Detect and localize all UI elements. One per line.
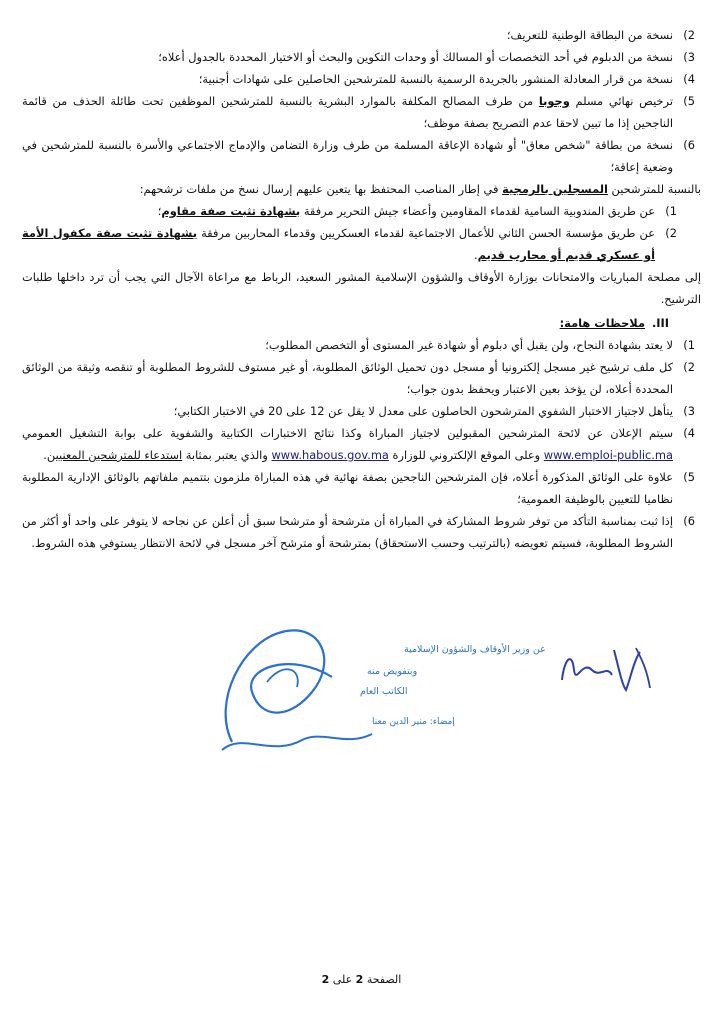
official-stamp: [172, 622, 546, 762]
list-item: [22, 24, 701, 46]
item-number: 3): [683, 50, 695, 64]
submission-address-paragraph: إلى مصلحة المباريات والامتحانات بوزارة الأوقاف والشؤون الإسلامية المشور السعيد، الرباط مع مراعاة الآجال التي يجب أن ترد داخلها طلبات الترشيح.: [22, 270, 701, 306]
paragraph-text: بالنسبة للمترشحين: [607, 182, 701, 196]
emploi-public-link[interactable]: www.emploi-public.ma: [543, 448, 673, 462]
signature-stroke: [636, 648, 650, 688]
notes-heading: [22, 312, 701, 334]
list-item: [22, 356, 701, 400]
item-text: عن طريق مؤسسة الحسن الثاني للأعمال الاجتماعية لقدماء العسكريين وقدماء المحاربين مرفقة: [196, 226, 655, 240]
signature-stroke: [226, 630, 332, 742]
list-item: [22, 422, 701, 466]
list-item: [22, 400, 701, 422]
item-text: لا يعتد بشهادة النجاح، ولن يقبل أي دبلوم أو شهادة غير المستوى أو التخصص المطلوب؛: [265, 338, 673, 352]
list-item: [22, 222, 701, 266]
section-title: ملاحظات هامة:: [559, 316, 645, 330]
item-number: 3): [683, 404, 695, 418]
stamp-line: وبتفويض منه: [367, 666, 418, 677]
important-notes-list: [22, 334, 701, 554]
required-documents-list: [22, 24, 701, 178]
item-text-end: من طرف المصالح المكلفة بالموارد البشرية بالنسبة للمترشحين الموظفين تحت طائلة الحذف من قائمة الناجحين إذا ما تبين لاحقا عدم التصريح بصفة موظف؛: [22, 94, 673, 130]
stamp-line: إمضاء: منير الدين معنا: [372, 717, 455, 727]
section-number: III.: [651, 316, 669, 330]
stamp-line: عن وزير الأوقاف والشؤون الإسلامية: [404, 644, 546, 655]
page-of: على: [332, 973, 353, 986]
stamp-line: الكاتب العام: [360, 686, 408, 697]
item-text: إذا ثبت بمناسبة التأكد من توفر شروط المشاركة في المباراة أن مترشحة أو مترشحا سبق أن أعلن عن نجاحه لا يتوفر على واحد أو أكثر من الشروط المطلوبة، فسيتم تعويضه (بالترتيب وحسب الاستحقاق) بمترشحة أو مترشح آخر مسجل في لائحة الانتظار يستوفي هذه الشروط.: [22, 514, 673, 550]
list-item: [22, 510, 701, 554]
signature-stroke: [562, 659, 612, 680]
page-content: [22, 24, 701, 554]
signature-stroke: [614, 650, 640, 690]
item-number: 2): [683, 28, 695, 42]
list-item: [22, 90, 701, 134]
item-emphasis: بشهادة تثبت صفة مكفول الأمة أو عسكري قديم أو محارب قديم: [22, 226, 655, 262]
item-text-end: .: [43, 448, 47, 462]
item-text: علاوة على الوثائق المذكورة أعلاه، فإن المترشحين الناجحين بصفة نهائية في هذه المباراة ملزمون بتتميم ملفاتهم بالوثائق الإدارية المطلوبة نظاميا للتعيين بالوظيفة العمومية؛: [22, 470, 673, 506]
item-number: 1): [683, 338, 695, 352]
page-footer: [0, 973, 723, 986]
item-text-mid: وعلى الموقع الإلكتروني للوزارة: [388, 448, 544, 462]
item-text-end: .: [474, 248, 478, 262]
item-emphasis: استدعاء للمترشحين المعنيين: [46, 448, 183, 462]
stamp-graphic: [172, 622, 546, 762]
item-text: نسخة من بطاقة "شخص معاق" أو شهادة الإعاقة المسلمة من طرف وزارة التضامن والإدماج الاجتماعي والأسرة بالنسبة للمترشحين في وضعية إعاقة؛: [22, 138, 673, 174]
item-text: يتأهل لاجتياز الاختبار الشفوي المترشحون الحاصلون على معدل لا يقل عن 12 على 20 في الاختبار الكتابي؛: [173, 404, 673, 418]
list-item: [22, 200, 701, 222]
item-text: نسخة من قرار المعادلة المنشور بالجريدة الرسمية بالنسبة للمترشحين الحاصلين على شهادات أجنبية؛: [198, 72, 673, 86]
paragraph-text-end: في إطار المناصب المحتفظ بها يتعين عليهم إرسال نسخ من ملفات ترشحهم:: [139, 182, 503, 196]
habous-link[interactable]: www.habous.gov.ma: [271, 448, 389, 462]
item-text: سيتم الإعلان عن لائحة المترشحين المقبولين لاجتياز المباراة وكذا نتائج الاختبارات الكتابية والشفوية على بوابة التشغيل العمومي: [22, 426, 673, 440]
item-number: 1): [665, 204, 677, 218]
item-number: 6): [683, 514, 695, 528]
item-text: نسخة من البطاقة الوطنية للتعريف؛: [506, 28, 673, 42]
item-number: 4): [683, 72, 695, 86]
list-item: [22, 466, 701, 510]
list-item: [22, 68, 701, 90]
item-text: ترخيص نهائي مسلم: [569, 94, 673, 108]
signature-stroke: [267, 669, 298, 687]
page-label: الصفحة: [366, 973, 402, 986]
item-text: نسخة من الدبلوم في أحد التخصصات أو المسالك أو وحدات التكوين والبحث أو الاختيار المحددة بالجدول أعلاه؛: [158, 50, 673, 64]
item-emphasis: وجوبا: [538, 94, 570, 108]
paragraph-emphasis: المسجلين بالرمجية: [502, 182, 608, 196]
item-number: 2): [683, 360, 695, 374]
item-number: 4): [683, 426, 695, 440]
item-number: 6): [683, 138, 695, 152]
list-item: [22, 46, 701, 68]
item-text-mid2: والذي يعتبر بمثابة: [182, 448, 272, 462]
signature-graphic: [552, 640, 662, 700]
page-current: 2: [355, 973, 364, 986]
registered-candidates-paragraph: [22, 178, 701, 200]
item-emphasis: بشهادة تثبت صفة مقاوم: [161, 204, 301, 218]
page-total: 2: [321, 973, 330, 986]
signature-stroke: [222, 734, 372, 750]
signature-initials: [552, 640, 662, 700]
list-item: [22, 134, 701, 178]
item-number: 5): [683, 94, 695, 108]
item-number: 2): [665, 226, 677, 240]
item-number: 5): [683, 470, 695, 484]
list-item: [22, 334, 701, 356]
item-text-end: ؛: [157, 204, 162, 218]
item-text: عن طريق المندوبية السامية لقدماء المقاومين وأعضاء جيش التحرير مرفقة: [300, 204, 655, 218]
item-text: كل ملف ترشيح غير مسجل إلكترونيا أو مسجل دون تحميل الوثائق المطلوبة، أو غير مستوف للشروط المطلوبة أو تنقصه وثيقة من الوثائق المحددة أعلاه، لن يؤخذ بعين الاعتبار ويحفظ بدون جواب؛: [22, 360, 673, 396]
submission-channels-list: [22, 200, 701, 266]
